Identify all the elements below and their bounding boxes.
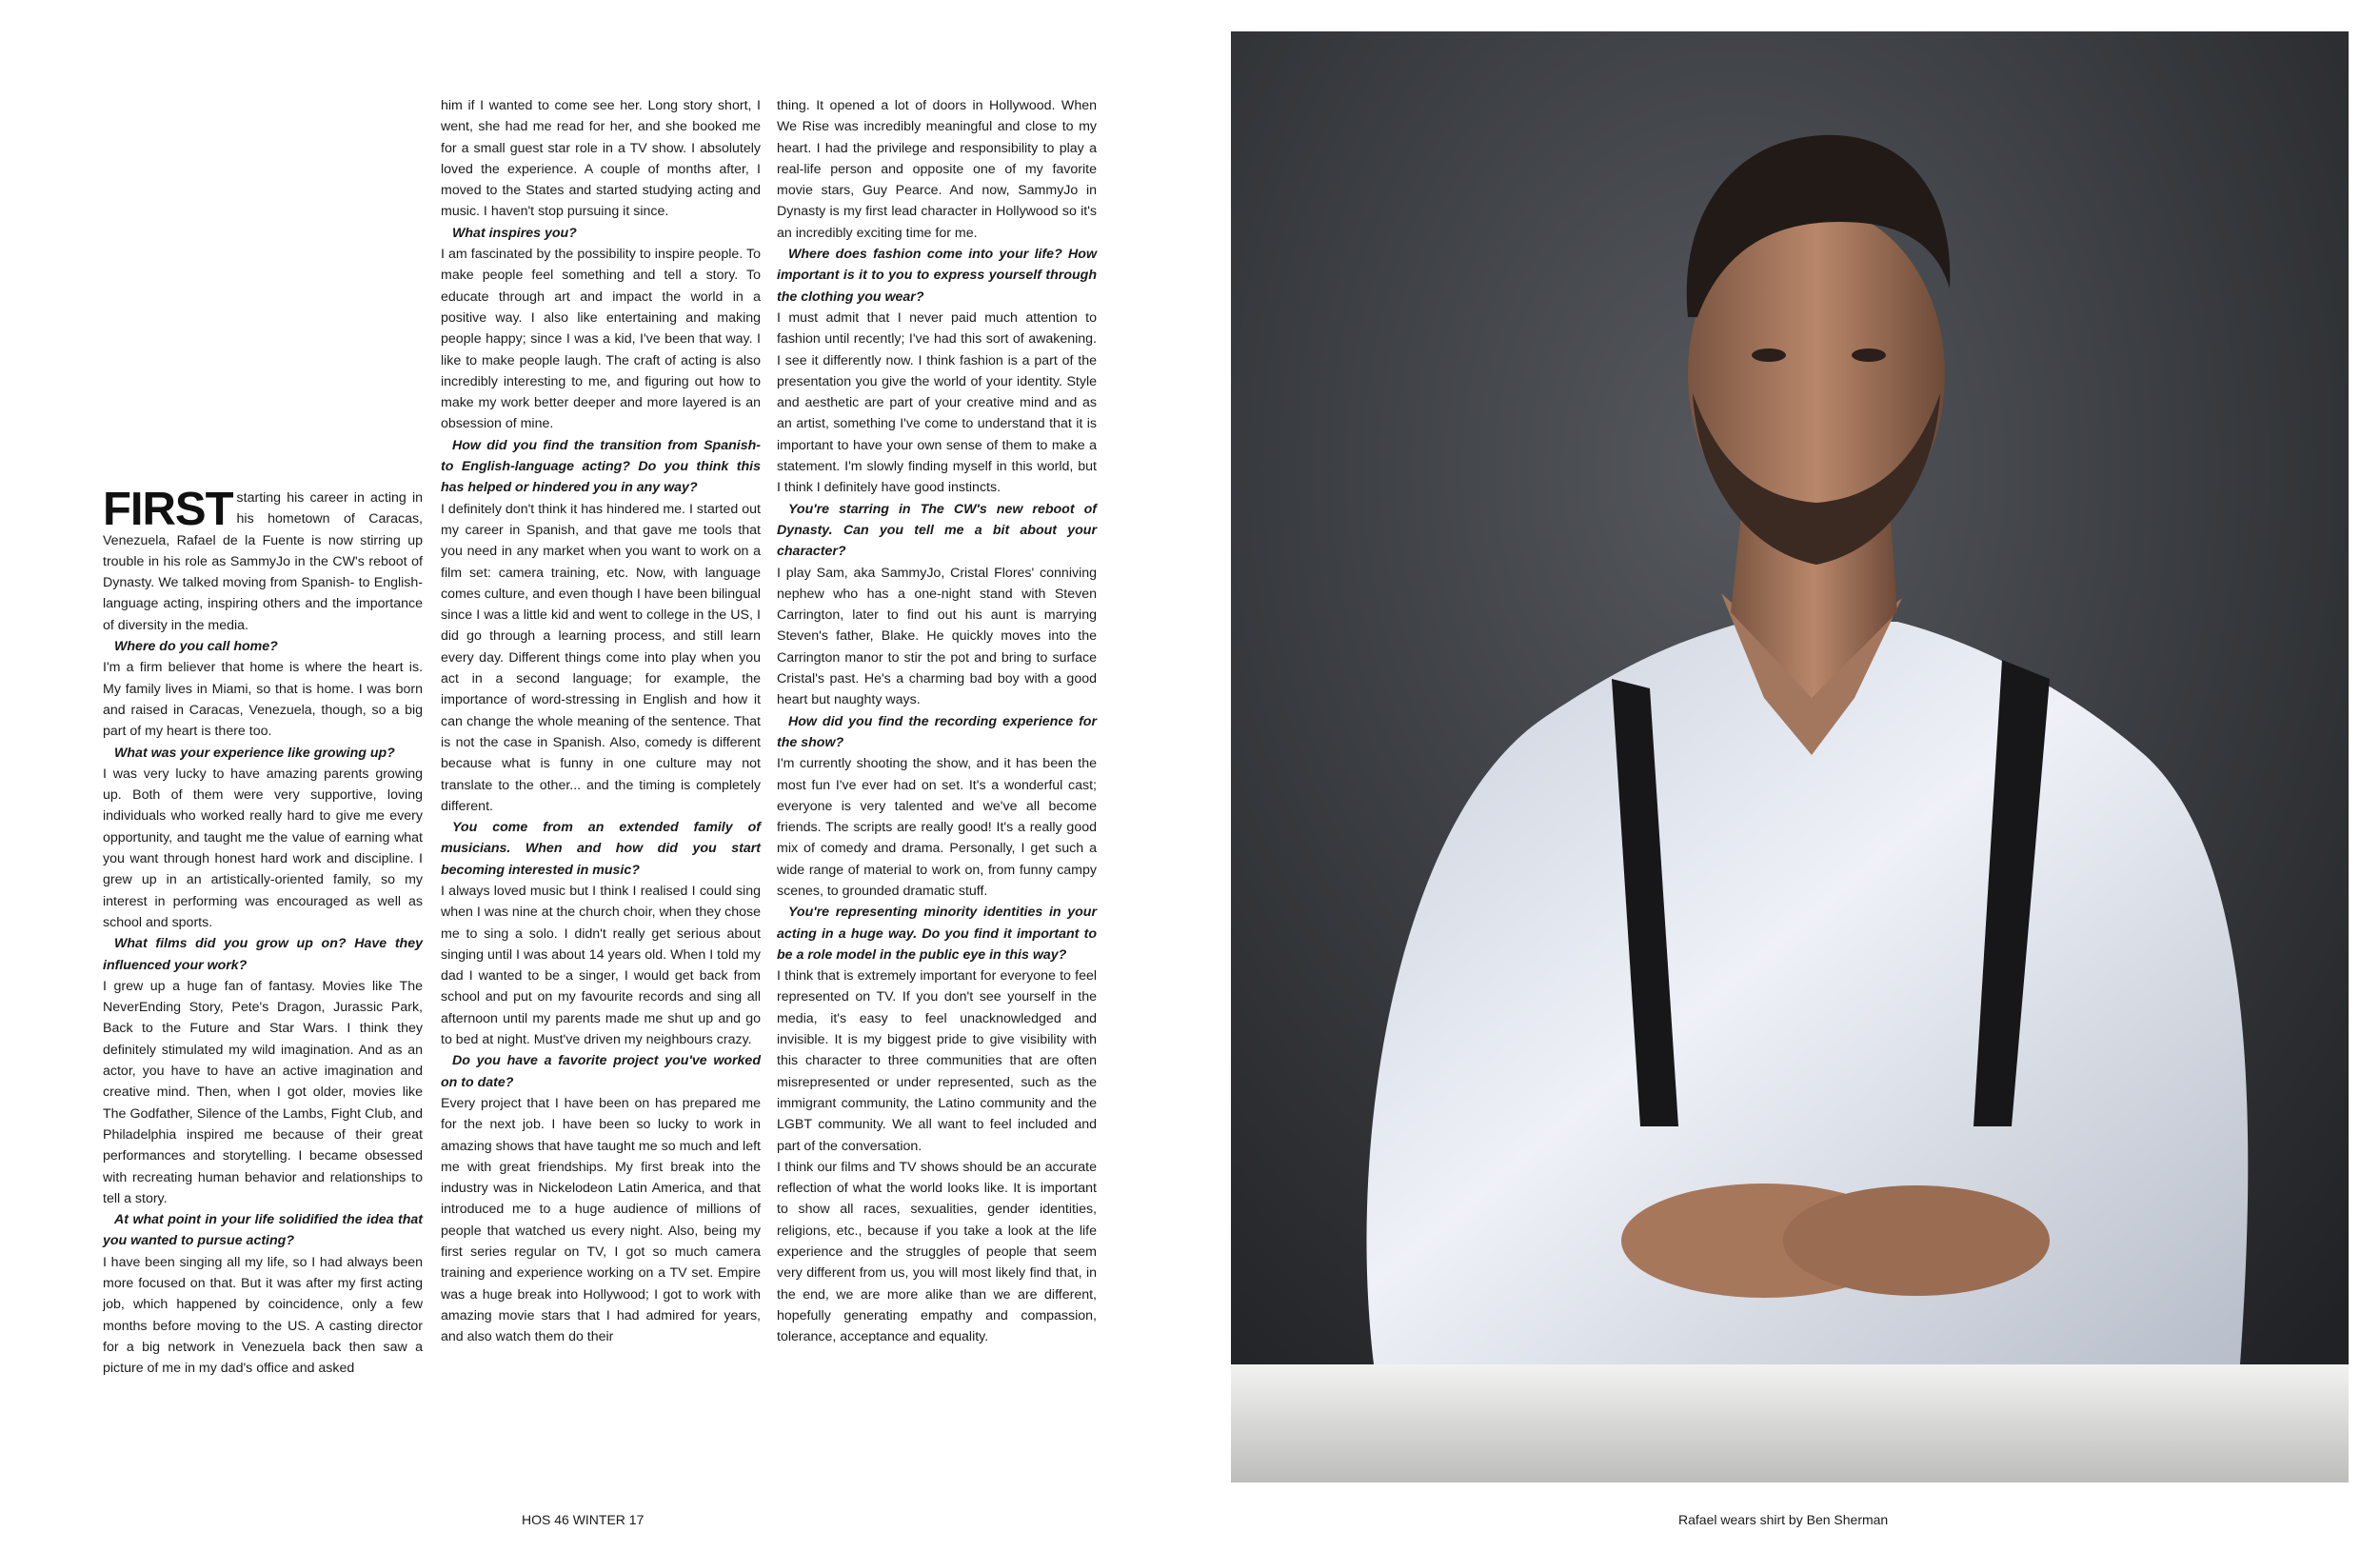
paragraph-text: I play Sam, aka SammyJo, Cristal Flores' conniving nephew who has a one-night stand with Steven Carrington, later to find out his aunt is marrying Steven's father, Blake. He quickly moves into the Carrington manor to stir the pot and bring to surface Cristal's past. He's a charming bad boy with a good heart but naughty ways. <box>777 565 1097 708</box>
paragraph-text: thing. It opened a lot of doors in Hollywood. When We Rise was incredibly meaningful and close to my heart. I had the privilege and responsibility to play a real-life person and opposite one of my favorite movie stars, Guy Pearce. And now, SammyJo in Dynasty is my first lead character in Hollywood so it's an incredibly exciting time for me. <box>777 98 1097 241</box>
paragraph-text: I was very lucky to have amazing parents growing up. Both of them were very supportive, loving individuals who worked really hard to give me every opportunity, and taught me the value of earning what you want through honest hard work and discipline. I grew up in an artistically-oriented family, so my interest in performing was encouraged as well as school and sports. <box>103 766 423 930</box>
interview-answer <box>103 484 423 636</box>
interview-question <box>441 435 761 499</box>
paragraph-text: Where does fashion come into your life? How important is it to you to express yourself through the clothing you wear? <box>777 247 1097 305</box>
paragraph-text: Every project that I have been on has prepared me for the next job. I have been so lucky to work in amazing shows that have taught me so much and left me with great friendships. My first break into the industry was in Nickelodeon Latin America, and that introduced me to a huge audience of millions of people that watched us every night. Also, being my first series regular on TV, I got so much camera training and experience working on a TV set. Empire was a huge break into Hollywood; I got to work with amazing movie stars that I had admired for years, and also watch them do their <box>441 1095 761 1345</box>
article-column-3 <box>777 95 1097 1348</box>
paragraph-text: You're starring in The CW's new reboot of Dynasty. Can you tell me a bit about your character? <box>777 501 1097 560</box>
dropcap: FIRST <box>103 484 233 535</box>
interview-question <box>777 711 1097 754</box>
interview-question <box>103 933 423 976</box>
interview-answer <box>777 1157 1097 1348</box>
paragraph-text: I definitely don't think it has hindered me. I started out my career in Spanish, and that gave me tools that you need in any market when you want to work on a film set: camera training, etc. Now, with language comes culture, and even though I have been bilingual since I was a little kid and went to college in the US, I did go through a learning process, and still learn every day. Different things come into play when you act in a second language; for example, the importance of word-stressing in English and how it can change the whole meaning of the sentence. That is not the case in Spanish. Also, comedy is different because what is funny in one culture may not translate to the other... and the timing is completely different. <box>441 501 762 814</box>
paragraph-text: What films did you grow up on? Have they influenced your work? <box>103 936 423 973</box>
paragraph-text: I grew up a huge fan of fantasy. Movies like The NeverEnding Story, Pete's Dragon, Jurassic Park, Back to the Future and Star Wars. I think they definitely stimulated my wild imagination. And as an actor, you have to have an active imagination and creative mind. Then, when I got older, movies like The Godfather, Silence of the Lambs, Fight Club, and Philadelphia inspired me because of their great performances and storytelling. I became obsessed with recreating human behavior and relationships to tell a story. <box>103 978 423 1206</box>
article-column-2 <box>441 95 761 1348</box>
paragraph-text: I'm a firm believer that home is where the heart is. My family lives in Miami, so that is home. I was born and raised in Caracas, Venezuela, though, so a big part of my heart is there too. <box>103 660 423 740</box>
interview-answer <box>441 244 761 435</box>
paragraph-text: I think our films and TV shows should be an accurate reflection of what the world looks like. It is important to show all races, sexualities, gender identities, religions, etc., because if you take a look at the life experience and the struggles of people that seem very different from us, you will most likely find that, in the end, we are more alike than we are different, hopefully generating empathy and compassion, tolerance, acceptance and equality. <box>777 1159 1097 1345</box>
paragraph-text: What was your experience like growing up? <box>114 745 395 761</box>
paragraph-text: I think that is extremely important for everyone to feel represented on TV. If you don't see yourself in the media, it's easy to feel unacknowledged and invisible. It is my biggest pride to give visibility with this character to three communities that are often misrepresented or under represented, such as the immigrant community, the Latino community and the LGBT community. We all want to feel included and part of the conversation. <box>777 968 1097 1154</box>
interview-question <box>441 223 761 244</box>
photo-credit: Rafael wears shirt by Ben Sherman <box>1678 1512 1889 1527</box>
interview-question <box>103 1209 423 1252</box>
interview-answer <box>777 95 1097 244</box>
interview-answer <box>777 563 1097 711</box>
paragraph-text: You're representing minority identities in your acting in a huge way. Do you find it important to be a role model in the public eye in this way? <box>777 905 1097 963</box>
paragraph-text: I have been singing all my life, so I had always been more focused on that. But it was after my first acting job, which happened by coincidence, only a few months before moving to the US. A casting director for a big network in Venezuela back then saw a picture of me in my dad's office and asked <box>103 1254 423 1377</box>
paragraph-text: I must admit that I never paid much attention to fashion until recently; I've had this sort of awakening. I see it differently now. I think fashion is a part of the presentation you give the world of your identity. Style and aesthetic are part of your creative mind and as an artist, something I've come to understand that it is important to have your own sense of them to make a statement. I'm slowly finding myself in this world, but I think I definitely have good instincts. <box>777 309 1097 496</box>
interview-question <box>441 817 761 881</box>
interview-answer <box>777 965 1097 1157</box>
paragraph-text: How did you find the recording experience for the show? <box>777 713 1097 750</box>
interview-question <box>777 902 1097 965</box>
interview-question <box>777 244 1097 308</box>
page-folio: HOS 46 WINTER 17 <box>522 1512 645 1527</box>
paragraph-text: Do you have a favorite project you've worked on to date? <box>441 1053 761 1090</box>
interview-answer <box>441 1093 761 1348</box>
paragraph-text: You come from an extended family of musicians. When and how did you start becoming interested in music? <box>441 820 761 878</box>
paragraph-text: I am fascinated by the possibility to inspire people. To make people feel something and tell a story. To educate through art and impact the world in a positive way. I also like entertaining and making people happy; since I was a kid, I've been that way. I like to make people laugh. The craft of acting is also incredibly interesting to me, and figuring out how to make my work better deeper and more layered is an obsession of mine. <box>441 247 761 432</box>
paragraph-text: What inspires you? <box>452 225 577 241</box>
paragraph-text: I'm currently shooting the show, and it has been the most fun I've ever had on set. It's a wonderful cast; everyone is very talented and we've all become friends. The scripts are really good! It's a really good mix of comedy and drama. Personally, I get such a wide range of material to work on, from funny campy scenes, to grounded dramatic stuff. <box>777 756 1097 899</box>
paragraph-text: Where do you call home? <box>114 639 278 655</box>
interview-answer <box>441 499 761 817</box>
interview-answer <box>103 1252 423 1380</box>
paragraph-text: him if I wanted to come see her. Long story short, I went, she had me read for her, and she booked me for a small guest star role in a TV show. I absolutely loved the experience. A couple of months after, I moved to the States and started studying acting and music. I haven't stop pursuing it since. <box>441 98 761 220</box>
interview-answer <box>103 657 423 742</box>
interview-question <box>103 636 423 657</box>
article-column-1 <box>103 484 423 1379</box>
paragraph-text: At what point in your life solidified the idea that you wanted to pursue acting? <box>103 1212 423 1249</box>
interview-answer <box>103 764 423 933</box>
interview-answer <box>441 95 761 223</box>
interview-answer <box>777 308 1097 499</box>
interview-answer <box>441 881 761 1050</box>
paragraph-text: How did you find the transition from Spanish- to English-language acting? Do you think this has helped or hindered you in any way? <box>441 437 761 496</box>
portrait-illustration <box>1231 31 2349 1482</box>
interview-question <box>103 743 423 764</box>
portrait-photo <box>1231 31 2349 1482</box>
interview-answer <box>103 976 423 1209</box>
interview-question <box>441 1050 761 1093</box>
paragraph-text: I always loved music but I think I realised I could sing when I was nine at the church choir, when they chose me to sing a solo. I didn't really get serious about singing until I was about 14 years old. When I told my dad I wanted to be a singer, I would get back from school and put on my favourite records and sing all afternoon until my parents made me shut up and go to bed at night. Must've driven my neighbours crazy. <box>441 883 761 1048</box>
interview-question <box>777 499 1097 563</box>
paragraph-text: starting his career in acting in his hometown of Caracas, Venezuela, Rafael de la Fuente is now stirring up trouble in his role as SammyJo in the CW's reboot of Dynasty. We talked moving from Spanish- to English-language acting, inspiring others and the importance of diversity in the media. <box>103 490 423 633</box>
interview-answer <box>777 753 1097 902</box>
